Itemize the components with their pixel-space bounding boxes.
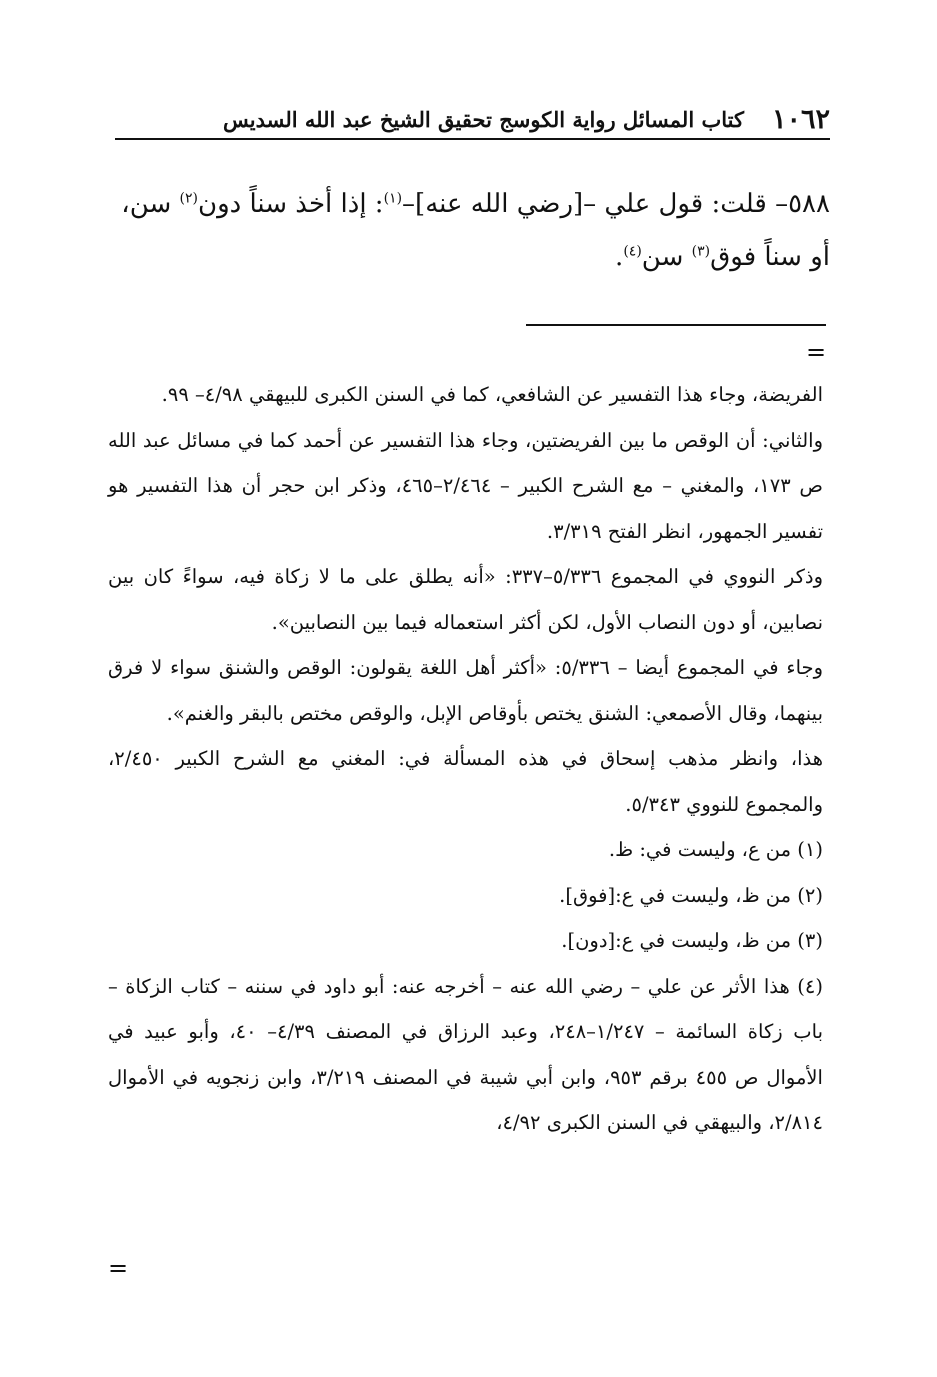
- footnote-separator: [526, 324, 826, 326]
- continuation-mark-bottom: =: [108, 1254, 129, 1282]
- footnote-item: (١) من ع، وليست في: ظ.: [608, 838, 823, 861]
- footnote-marker: (١): [383, 190, 403, 207]
- main-text-part: : إذا أخذ سناً دون: [198, 189, 384, 219]
- page-number: ١٠٦٢: [771, 104, 830, 135]
- main-paragraph: [108, 178, 830, 284]
- continuation-mark-top: =: [806, 338, 827, 366]
- footnote-item: (٣) من ظ، وليست في ع:[دون].: [561, 929, 823, 952]
- footnote-item: (٢) من ظ، وليست في ع:[فوق].: [559, 883, 823, 907]
- footnote-item: (٤) هذا الأثر عن علي – رضي الله عنه – أخرجه عنه: أبو داود في سننه – كتاب الزكاة – باب زكاة السائمة – ١/٢٤٧–٢٤٨، وعبد الرزاق في المصنف ٤/٣٩– ٤٠، وأبو عبيد في الأموال ص ٤٥٥ برقم ٩٥٣، وابن أبي شيبة في المصنف ٣/٢١٩، وابن زنجويه في الأموال ٢/٨١٤، والبيهقي في السنن الكبرى ٤/٩٢،: [108, 974, 823, 1134]
- footnote-paragraph: وجاء في المجموع أيضا – ٥/٣٣٦: «أكثر أهل اللغة يقولون: الوقص والشنق سواء لا فرق بينهما، وقال الأصمعي: الشنق يختص بأوقاص الإبل، والوقص مختص بالبقر والغنم».: [108, 656, 823, 725]
- main-text-part: ٥٨٨– قلت: قول علي –[رضي الله عنه]–: [402, 189, 830, 219]
- footnote-paragraph: وذكر النووي في المجموع ٥/٣٣٦–٣٣٧: «أنه يطلق على ما لا زكاة فيه، سواءً كان بين نصابين، أو دون النصاب الأول، لكن أكثر استعماله فيما بين النصابين».: [108, 565, 823, 634]
- page-header: [115, 98, 830, 140]
- running-title: كتاب المسائل رواية الكوسج تحقيق الشيخ عبد الله السديس: [223, 107, 744, 132]
- footnote-marker: (٢): [179, 190, 198, 207]
- footnote-paragraph: هذا، وانظر مذهب إسحاق في هذه المسألة في: المغني مع الشرح الكبير ٢/٤٥٠، والمجموع للنووي ٥/٣٤٣.: [108, 747, 823, 816]
- footnotes: [108, 372, 823, 1146]
- footnote-marker: (٤): [623, 243, 642, 260]
- footnote-marker: (٣): [691, 243, 711, 260]
- footnote-paragraph: الفريضة، وجاء هذا التفسير عن الشافعي، كما في السنن الكبرى للبيهقي ٤/٩٨– ٩٩.: [161, 383, 823, 406]
- main-text-part: سن، أو سناً فوق: [121, 189, 830, 272]
- main-text-part: .: [615, 242, 624, 272]
- footnote-paragraph: والثاني: أن الوقص ما بين الفريضتين، وجاء هذا التفسير عن أحمد كما في مسائل عبد الله ص ١٧٣، والمغني – مع الشرح الكبير – ٢/٤٦٤–٤٦٥، وذكر ابن حجر أن هذا التفسير هو تفسير الجمهور، انظر الفتح ٣/٣١٩.: [108, 428, 823, 543]
- main-text-part: سن: [641, 242, 692, 272]
